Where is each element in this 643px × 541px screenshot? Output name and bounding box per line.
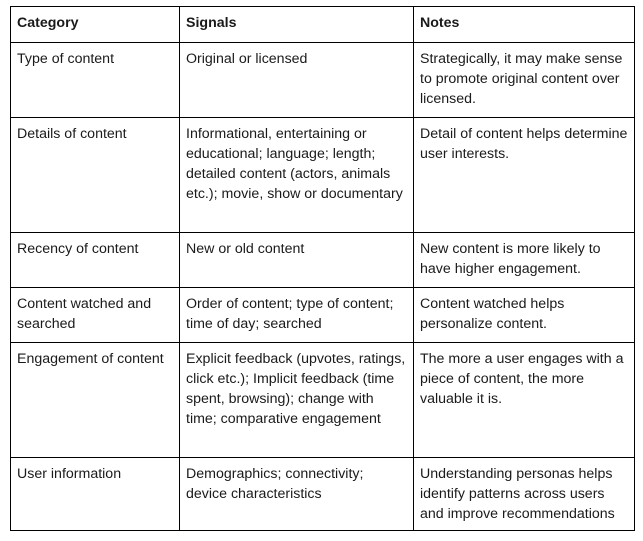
signals-cell: Informational, entertaining or educational; language; length; detailed content (actors, animals etc.); movie, show or documentary: [180, 118, 414, 233]
notes-cell: Detail of content helps determine user interests.: [414, 118, 635, 233]
table-row: [11, 233, 635, 288]
signals-cell: New or old content: [180, 233, 414, 288]
category-cell: Type of content: [11, 43, 180, 118]
table-row: [11, 43, 635, 118]
content-signals-table: [10, 6, 635, 531]
table-row: [11, 118, 635, 233]
table-row: [11, 458, 635, 531]
signals-cell: Original or licensed: [180, 43, 414, 118]
notes-cell: Content watched helps personalize content.: [414, 288, 635, 343]
category-cell: Content watched and searched: [11, 288, 180, 343]
table-row: [11, 288, 635, 343]
signals-cell: Explicit feedback (upvotes, ratings, click etc.); Implicit feedback (time spent, browsing); change with time; comparative engagement: [180, 343, 414, 458]
notes-cell: Understanding personas helps identify patterns across users and improve recommendations: [414, 458, 635, 531]
signals-cell: Demographics; connectivity; device characteristics: [180, 458, 414, 531]
notes-cell: New content is more likely to have higher engagement.: [414, 233, 635, 288]
signals-cell: Order of content; type of content; time of day; searched: [180, 288, 414, 343]
category-cell: Details of content: [11, 118, 180, 233]
category-cell: Recency of content: [11, 233, 180, 288]
notes-cell: The more a user engages with a piece of content, the more valuable it is.: [414, 343, 635, 458]
header-row: [11, 7, 635, 43]
header-signals: Signals: [180, 7, 414, 43]
notes-cell: Strategically, it may make sense to promote original content over licensed.: [414, 43, 635, 118]
header-category: Category: [11, 7, 180, 43]
category-cell: Engagement of content: [11, 343, 180, 458]
category-cell: User information: [11, 458, 180, 531]
table-row: [11, 343, 635, 458]
header-notes: Notes: [414, 7, 635, 43]
